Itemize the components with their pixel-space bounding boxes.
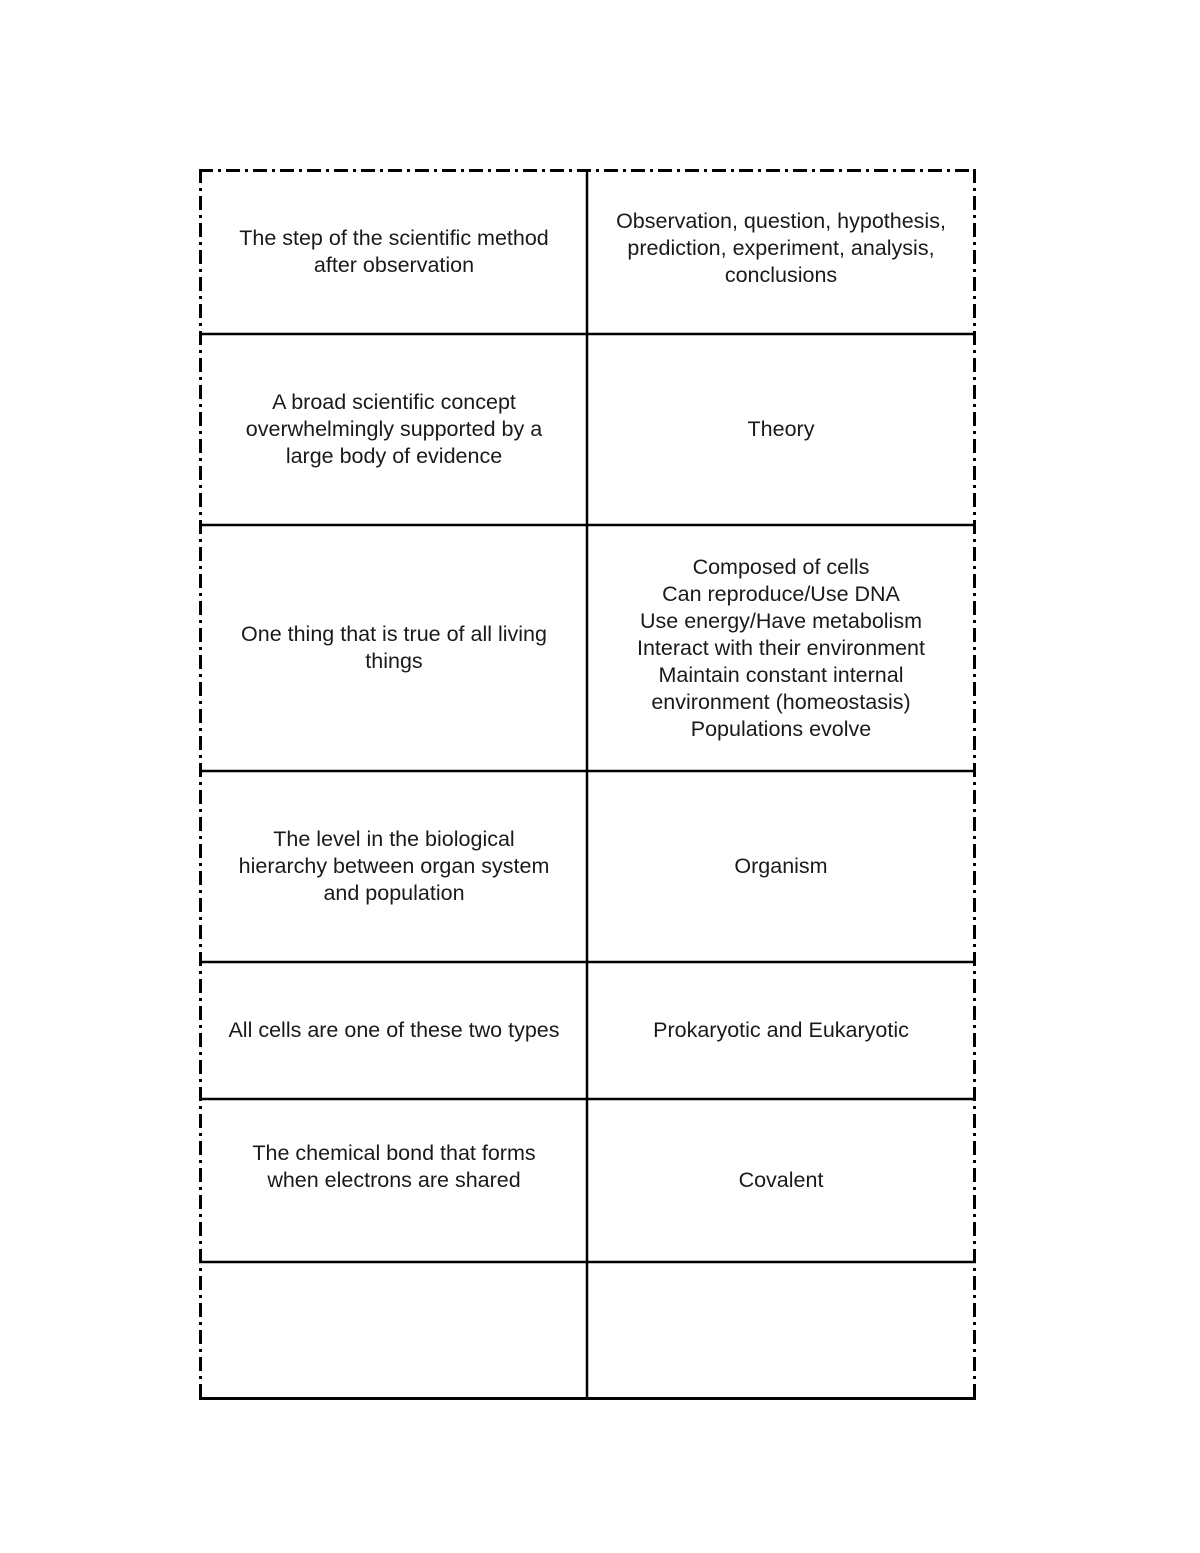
flashcard-definition-blank bbox=[588, 1262, 974, 1398]
flashcard-definition bbox=[588, 771, 974, 962]
term-text: The level in the biological hierarchy between organ system and population bbox=[238, 827, 550, 905]
definition-text: Covalent bbox=[738, 1168, 824, 1192]
flashcard-definition bbox=[588, 962, 974, 1099]
definition-text: Prokaryotic and Eukaryotic bbox=[653, 1018, 909, 1042]
flashcard-definition bbox=[588, 169, 974, 334]
definition-text: Organism bbox=[734, 854, 828, 878]
flashcard-definition bbox=[588, 1099, 974, 1262]
definition-text: Theory bbox=[747, 417, 815, 441]
flashcard-term bbox=[201, 771, 587, 962]
term-text: One thing that is true of all living things bbox=[241, 622, 547, 673]
flashcard-term bbox=[201, 334, 587, 525]
flashcard-term bbox=[201, 1099, 587, 1262]
term-text: A broad scientific concept overwhelmingly supported by a large body of evidence bbox=[245, 390, 543, 468]
flashcard-sheet bbox=[199, 169, 976, 1400]
flashcard-term bbox=[201, 169, 587, 334]
flashcard-definition bbox=[588, 525, 974, 771]
flashcard-term-blank bbox=[201, 1262, 587, 1398]
flashcard-definition bbox=[588, 334, 974, 525]
term-text: The step of the scientific method after observation bbox=[239, 225, 549, 277]
term-text: All cells are one of these two types bbox=[228, 1018, 560, 1042]
definition-text: Observation, question, hypothesis, prediction, experiment, analysis, conclusions bbox=[616, 209, 946, 287]
flashcard-term bbox=[201, 962, 587, 1099]
flashcard-term bbox=[201, 525, 587, 771]
term-text: The chemical bond that forms when electrons are shared bbox=[252, 1140, 536, 1192]
definition-text: Composed of cells Can reproduce/Use DNA Use energy/Have metabolism Interact with their environment Maintain constant internal environment (homeostasis) Populations evolve bbox=[637, 554, 925, 741]
